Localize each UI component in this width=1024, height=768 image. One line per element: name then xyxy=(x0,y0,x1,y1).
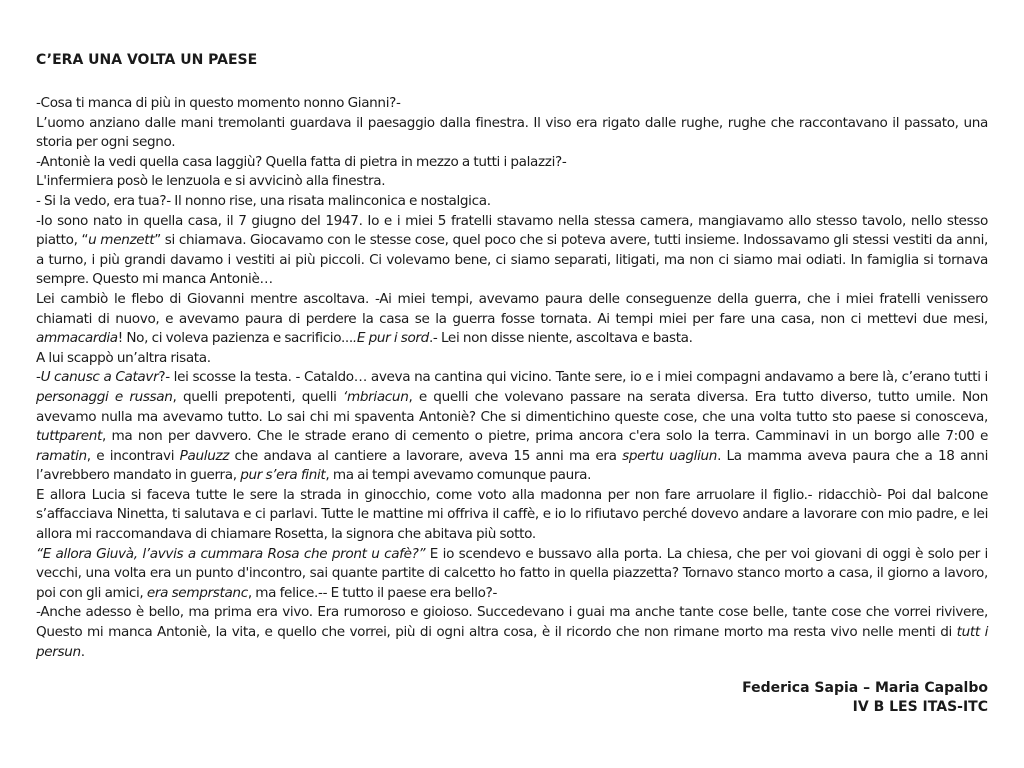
text-run: L'infermiera posò le lenzuola e si avvicinò alla finestra. xyxy=(36,173,386,190)
text-run: -Antoniè la vedi quella casa laggiù? Quella fatta di pietra in mezzo a tutti i palazzi?- xyxy=(36,153,567,170)
italic-text: U canusc a Catavr xyxy=(40,369,159,386)
text-run: E allora Lucia si faceva tutte le sere la strada in ginocchio, come voto alla madonna per non fare arruolare il figlio.- ridacchiò- Poi dal balcone s’affacciava Ninetta, ti salutava e ci parlavi. Tutte le mattine mi offriva il caffè, e io lo rifiutavo perché dovevo andare a lavorare con mio padre, e lei allora mi raccomandava di chiamare Rosetta, la signora che abitava più sotto. xyxy=(36,486,988,543)
italic-text: ammacardia xyxy=(36,330,118,347)
text-run: ?- lei scosse la testa. - Cataldo… aveva na cantina qui vicino. Tante sere, io e i miei compagni andavamo a bere là, c’erano tutti i xyxy=(158,369,988,386)
text-run: che andava al cantiere a lavorare, aveva 15 anni ma era xyxy=(229,447,623,464)
text-run: , ma non per davvero. Che le strade erano di cemento o pietre, prima ancora c'era solo la terra. Camminavi in un borgo alle 7:00 e xyxy=(101,428,988,445)
paragraph xyxy=(36,290,988,349)
text-run: -Anche adesso è bello, ma prima era vivo. Era rumoroso e gioioso. Succedevano i guai ma anche tante cose belle, tante cose che vorrei rivivere, Questo mi manca Antoniè, la vita, e quello che vorrei, più di ogni altra cosa, è il ricordo che non rimane morto ma resta vivo nelle menti di xyxy=(36,604,988,641)
class-line: IV B LES ITAS-ITC xyxy=(852,699,988,715)
paragraph xyxy=(36,94,988,114)
italic-text: era semprstanc xyxy=(146,584,248,601)
text-run: L’uomo anziano dalle mani tremolanti guardava il paesaggio dalla finestra. Il viso era rigato dalle rughe, rughe che raccontavano il passato, una storia per ogni segno. xyxy=(36,114,988,151)
paragraph xyxy=(36,192,988,212)
signature-block xyxy=(742,679,988,717)
text-run: , ma ai tempi avevamo comunque paura. xyxy=(325,467,592,484)
paragraph xyxy=(36,172,988,192)
italic-text: .E pur i sord xyxy=(352,330,429,347)
text-run: - xyxy=(36,369,41,386)
paragraph xyxy=(36,349,988,369)
text-run: -Cosa ti manca di più in questo momento nonno Gianni?- xyxy=(36,95,401,111)
italic-text: spertu uagliun xyxy=(622,447,718,464)
text-run: , quelli prepotenti, quelli xyxy=(172,388,344,405)
italic-text: Pauluzz xyxy=(179,447,230,464)
document-body xyxy=(36,94,988,662)
italic-text: ramatin xyxy=(36,447,87,464)
text-run: -Io sono nato in quella casa, il 7 giugno del 1947. Io e i miei 5 fratelli stavamo nella stessa camera, mangiavamo allo stesso tavolo, nello stesso piatto, “ xyxy=(36,212,988,249)
paragraph xyxy=(36,114,988,153)
text-run: . La mamma aveva paura che a 18 anni l’avrebbero mandato in guerra, xyxy=(36,447,989,484)
italic-text: personaggi e russan xyxy=(36,388,173,405)
paragraph xyxy=(36,545,988,604)
italic-text: tutt i persun xyxy=(36,624,988,660)
paragraph xyxy=(36,212,988,290)
document-title: C’ERA UNA VOLTA UN PAESE xyxy=(36,52,258,68)
text-run: Lei cambiò le flebo di Giovanni mentre ascoltava. -Ai miei tempi, avevamo paura delle conseguenze della guerra, che i miei fratelli venissero chiamati di nuovo, e avevamo paura di perdere la casa se la guerra fosse tornata. Ai tempi miei per fare una casa, non ci mettevi due mesi, xyxy=(36,290,988,327)
paragraph xyxy=(36,603,988,662)
text-run: ” si chiamava. Giocavamo con le stesse cose, quel poco che si poteva avere, tutti insieme. Indossavamo gli stessi vestiti da anni, a turno, i più grandi davamo i vestiti ai più piccoli. Ci volevamo bene, ci siamo separati, litigati, ma non ci siamo mai odiati. In famiglia si tornava sempre. Questo mi manca Antoniè… xyxy=(36,232,988,288)
italic-text: pur s’era finit xyxy=(240,467,326,484)
text-run: , e quelli che volevano passare na serata diversa. Era tutto diverso, tutto umile. Non avevamo nulla ma avevamo tutto. Lo sai chi mi spaventa Antoniè? Che si dimentichino queste cose, che una volta tutto sto paese si conosceva, xyxy=(36,388,988,425)
text-run: E io scendevo e bussavo alla porta. La chiesa, che per voi giovani di oggi è solo per i vecchi, una volta era un punto d'incontro, sai quante partite di calcetto ho fatto in quella piazzetta? Tornavo stanco morto a casa, il giorno a lavoro, poi con gli amici, xyxy=(36,545,988,601)
document-page xyxy=(36,50,988,662)
text-run: . xyxy=(80,643,85,660)
text-run: , e incontravi xyxy=(86,447,180,464)
paragraph xyxy=(36,153,988,173)
italic-text: ‘mbriacun xyxy=(343,388,409,405)
text-run: ! No, ci voleva pazienza e sacrificio... xyxy=(117,330,353,347)
italic-text: “E allora Giuvà, l’avvis a cummara Rosa che pront u cafè?” xyxy=(36,545,426,562)
text-run: - Si la vedo, era tua?- Il nonno rise, una risata malinconica e nostalgica. xyxy=(36,192,491,209)
paragraph xyxy=(36,368,988,486)
paragraph xyxy=(36,486,988,545)
text-run: .- Lei non disse niente, ascoltava e basta. xyxy=(428,330,693,347)
italic-text: u menzett xyxy=(88,232,155,249)
text-run: A lui scappò un’altra risata. xyxy=(36,349,211,366)
italic-text: tuttparent xyxy=(36,428,102,445)
authors-line: Federica Sapia – Maria Capalbo xyxy=(742,680,988,696)
text-run: , ma felice.-- E tutto il paese era bello?- xyxy=(247,584,498,601)
